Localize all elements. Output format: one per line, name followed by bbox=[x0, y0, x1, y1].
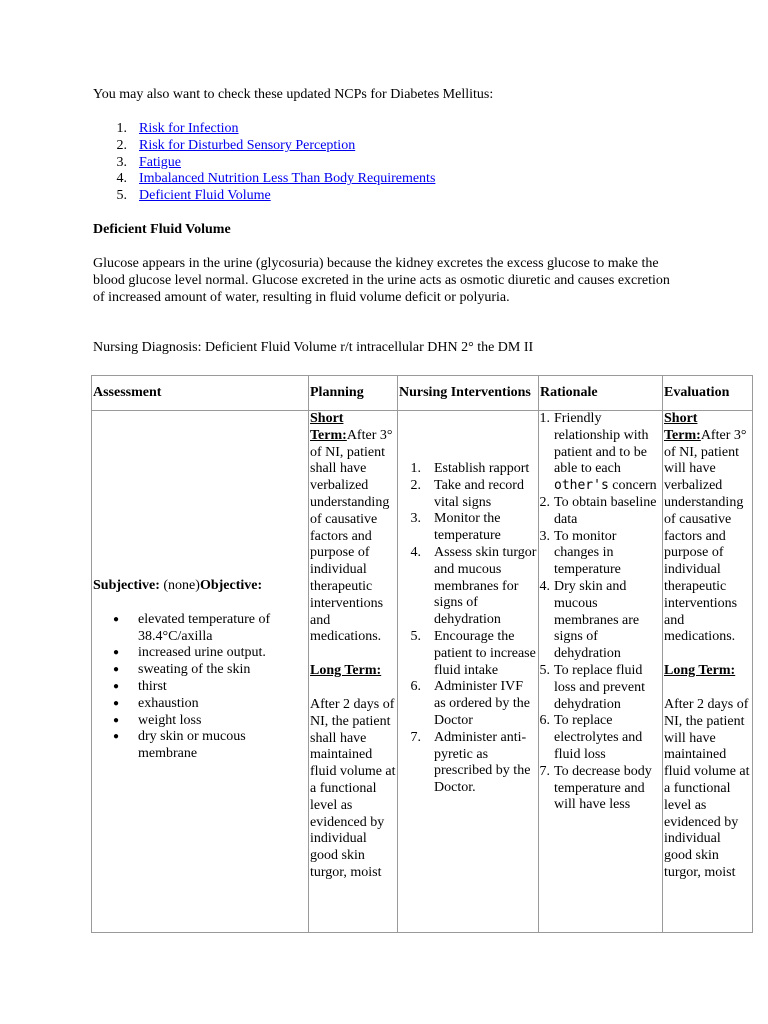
list-number: 1. bbox=[116, 121, 127, 136]
planning-cell bbox=[309, 411, 398, 933]
evaluation-cell bbox=[663, 411, 753, 933]
list-number: 6. bbox=[539, 713, 550, 729]
list-number: 5. bbox=[539, 662, 550, 678]
care-plan-table bbox=[91, 375, 753, 933]
list-number: 2. bbox=[116, 137, 127, 153]
link-imbalanced-nutrition[interactable]: Imbalanced Nutrition Less Than Body Requirements bbox=[139, 171, 436, 187]
rationale-list bbox=[540, 411, 661, 814]
list-number: 4. bbox=[539, 578, 550, 594]
intervention-text: Take and record vital signs bbox=[434, 477, 524, 510]
bullet-icon: ● bbox=[113, 697, 120, 709]
list-item bbox=[540, 411, 661, 495]
header-planning: Planning bbox=[309, 376, 398, 411]
list-number: 6. bbox=[410, 679, 421, 695]
list-number: 4. bbox=[410, 544, 421, 560]
rationale-text-end: concern bbox=[608, 478, 657, 494]
objective-item: exhaustion bbox=[138, 695, 199, 711]
table-header-row bbox=[92, 376, 753, 411]
list-item bbox=[93, 713, 307, 730]
objective-list bbox=[93, 612, 307, 763]
list-item bbox=[540, 495, 661, 529]
intervention-text: Encourage the patient to increase fluid intake bbox=[434, 628, 536, 678]
bullet-icon: ● bbox=[113, 647, 120, 659]
objective-item: increased urine output. bbox=[138, 645, 266, 661]
table-row bbox=[92, 411, 753, 933]
rationale-text: To monitor changes in temperature bbox=[554, 528, 621, 578]
bullet-icon: ● bbox=[113, 714, 120, 726]
header-interventions: Nursing Interventions bbox=[398, 376, 539, 411]
list-item bbox=[93, 696, 307, 713]
list-item bbox=[540, 764, 661, 814]
intervention-text: Establish rapport bbox=[434, 461, 530, 476]
list-number: 3. bbox=[539, 528, 550, 544]
list-item bbox=[540, 529, 661, 579]
list-item bbox=[93, 138, 593, 155]
rationale-text: To decrease body temperature and will have less bbox=[554, 763, 652, 813]
rationale-cell bbox=[539, 411, 663, 933]
list-number: 7. bbox=[410, 729, 421, 745]
header-rationale: Rationale bbox=[539, 376, 663, 411]
rationale-text: Friendly relationship with patient and to be able to each bbox=[554, 411, 649, 477]
assessment-cell bbox=[92, 411, 309, 933]
evaluation-short-label: Short Term: bbox=[664, 411, 701, 443]
bullet-icon: ● bbox=[113, 664, 120, 676]
list-item bbox=[93, 121, 593, 138]
bullet-icon: ● bbox=[113, 613, 120, 625]
objective-item: weight loss bbox=[138, 712, 202, 728]
header-evaluation: Evaluation bbox=[663, 376, 753, 411]
list-number: 1. bbox=[539, 411, 550, 426]
intervention-text: Monitor the temperature bbox=[434, 511, 501, 544]
list-number: 5. bbox=[410, 628, 421, 644]
intervention-text: Administer IVF as ordered by the Doctor bbox=[434, 679, 531, 728]
planning-long-text: After 2 days of NI, the patient shall have maintained fluid volume at a functional level as evidenced by individual good skin turgor, moist bbox=[310, 696, 396, 880]
nursing-diagnosis: Nursing Diagnosis: Deficient Fluid Volume r/t intracellular DHN 2° the DM II bbox=[93, 340, 534, 355]
list-item bbox=[540, 663, 661, 713]
intro-text: You may also want to check these updated NCPs for Diabetes Mellitus: bbox=[93, 87, 494, 102]
list-item bbox=[399, 461, 537, 478]
list-item bbox=[540, 579, 661, 663]
list-item bbox=[93, 612, 307, 646]
evaluation-short-text: After 3° of NI, patient will have verbalized understanding of causative factors and purpose of individual therapeutic interventions and medications. bbox=[664, 427, 747, 645]
subjective-label: Subjective: bbox=[93, 578, 160, 594]
list-number: 3. bbox=[116, 154, 127, 170]
list-number: 2. bbox=[410, 477, 421, 493]
list-number: 2. bbox=[539, 494, 550, 510]
list-item bbox=[540, 713, 661, 763]
list-item bbox=[93, 645, 307, 662]
objective-label: Objective: bbox=[199, 578, 263, 594]
bullet-icon: ● bbox=[113, 731, 120, 743]
link-fatigue[interactable]: Fatigue bbox=[139, 154, 181, 170]
list-item bbox=[93, 171, 593, 188]
list-item bbox=[93, 155, 593, 172]
list-number: 5. bbox=[116, 188, 127, 204]
subjective-line bbox=[93, 578, 307, 595]
evaluation-long-label: Long Term: bbox=[664, 663, 736, 679]
rationale-text: Dry skin and mucous membranes are signs of dehydration bbox=[554, 578, 640, 662]
header-assessment: Assessment bbox=[92, 376, 309, 411]
ncp-link-list bbox=[93, 121, 593, 205]
objective-item: sweating of the skin bbox=[138, 662, 251, 678]
subjective-value: (none) bbox=[159, 578, 200, 594]
rationale-text: To obtain baseline data bbox=[554, 494, 657, 527]
rationale-text-mono: other's bbox=[554, 478, 609, 494]
planning-short-label: Short Term: bbox=[310, 411, 347, 443]
list-number: 7. bbox=[539, 763, 550, 779]
list-item bbox=[93, 188, 593, 205]
intervention-text: Administer anti-pyretic as prescribed by the Doctor. bbox=[434, 729, 531, 796]
bullet-icon: ● bbox=[113, 681, 120, 692]
list-item bbox=[93, 679, 307, 696]
link-risk-for-infection[interactable]: Risk for Infection bbox=[139, 121, 239, 136]
objective-item: dry skin or mucous membrane bbox=[138, 729, 246, 762]
rationale-text: To replace fluid loss and prevent dehydration bbox=[554, 662, 645, 712]
evaluation-long-text: After 2 days of NI, the patient will have maintained fluid volume at a functional level as evidenced by individual good skin turgor, moist bbox=[664, 696, 750, 880]
planning-short-text: After 3° of NI, patient shall have verbalized understanding of causative factors and purpose of individual therapeutic interventions and medications. bbox=[310, 427, 393, 645]
list-item bbox=[93, 662, 307, 679]
rationale-text: To replace electrolytes and fluid loss bbox=[554, 713, 643, 762]
link-risk-sensory-perception[interactable]: Risk for Disturbed Sensory Perception bbox=[139, 137, 356, 153]
list-number: 4. bbox=[116, 171, 127, 187]
list-number: 1. bbox=[410, 461, 421, 476]
objective-item: thirst bbox=[138, 679, 167, 694]
list-item bbox=[93, 729, 307, 763]
intervention-text: Assess skin turgor and mucous membranes for signs of dehydration bbox=[434, 544, 537, 628]
section-heading: Deficient Fluid Volume bbox=[93, 222, 231, 237]
planning-long-label: Long Term: bbox=[310, 663, 382, 679]
objective-item: elevated temperature of 38.4°C/axilla bbox=[138, 611, 271, 644]
list-number: 3. bbox=[410, 511, 421, 527]
body-paragraph: Glucose appears in the urine (glycosuria) because the kidney excretes the excess glucose to make the blood glucose level normal. Glucose excreted in the urine acts as osmotic diuretic and causes excretion of increased amount of water, resulting in fluid volume deficit or polyuria. bbox=[93, 256, 670, 305]
link-deficient-fluid-volume[interactable]: Deficient Fluid Volume bbox=[139, 188, 271, 204]
